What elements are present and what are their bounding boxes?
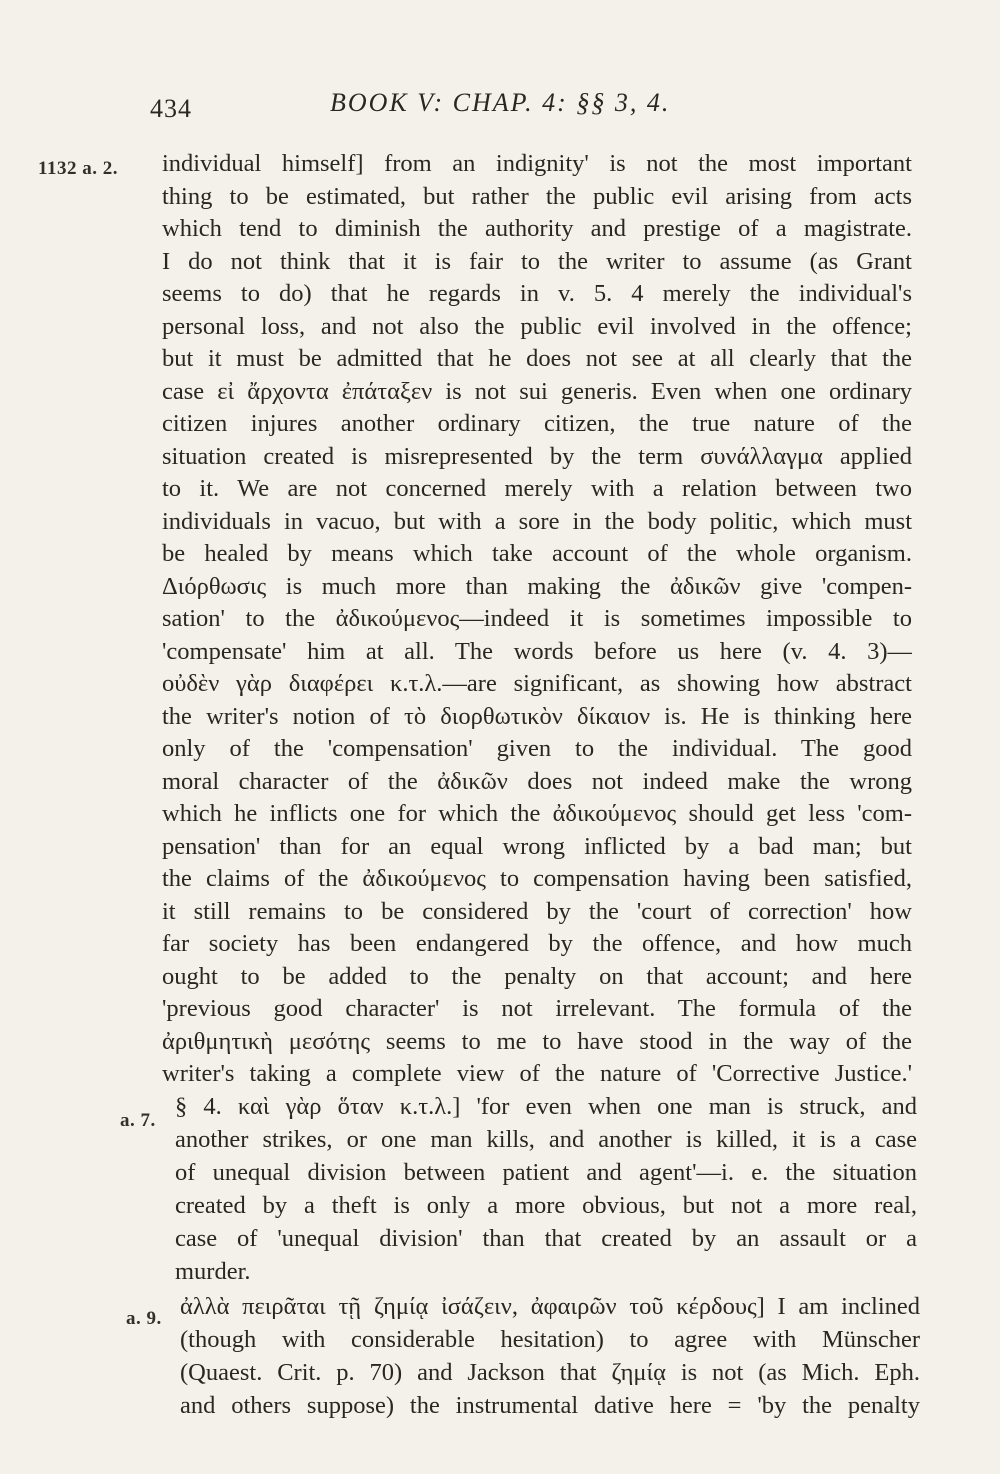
note-body-1132a2 (162, 148, 912, 1091)
text-line: which he inflicts one for which the ἀδικούμενος should get less 'com- (162, 800, 912, 827)
text-line: thing to be estimated, but rather the public evil arising from acts (162, 182, 912, 210)
text-line: § 4. καὶ γὰρ ὅταν κ.τ.λ.] 'for even when one man is struck, and (175, 1093, 917, 1120)
note-body-a9 (180, 1290, 920, 1422)
text-line: I do not think that it is fair to the writer to assume (as Grant (162, 247, 912, 275)
note-body-a7 (175, 1090, 917, 1288)
text-line: murder. (175, 1258, 251, 1285)
text-line: be healed by means which take account of the whole organism. (162, 540, 912, 567)
note-reference-a9: a. 9. (126, 1308, 162, 1329)
text-line: ἀλλὰ πειρᾶται τῇ ζημίᾳ ἰσάζειν, ἀφαιρῶν τοῦ κέρδους] I am inclined (180, 1293, 920, 1320)
text-line: (Quaest. Crit. p. 70) and Jackson that ζημίᾳ is not (as Mich. Eph. (180, 1359, 920, 1386)
text-line: far society has been endangered by the offence, and how much (162, 930, 912, 957)
text-line: 'compensate' him at all. The words before us here (v. 4. 3)— (162, 637, 912, 665)
text-line: individual himself] from an indignity' is not the most important (162, 150, 912, 177)
text-line: pensation' than for an equal wrong inflicted by a bad man; but (162, 832, 912, 860)
text-line: situation created is misrepresented by the term συνάλλαγμα applied (162, 442, 912, 470)
text-line: case of 'unequal division' than that created by an assault or a (175, 1225, 917, 1252)
text-line: ought to be added to the penalty on that account; and here (162, 962, 912, 990)
text-line: to it. We are not concerned merely with a relation between two (162, 475, 912, 502)
text-line: moral character of the ἀδικῶν does not indeed make the wrong (162, 767, 912, 795)
page-header (150, 88, 930, 132)
text-line: seems to do) that he regards in v. 5. 4 merely the individual's (162, 280, 912, 307)
text-line: sation' to the ἀδικούμενος—indeed it is sometimes impossible to (162, 605, 912, 632)
page-number: 434 (150, 94, 192, 123)
text-line: it still remains to be considered by the 'court of correction' how (162, 897, 912, 925)
text-line: individuals in vacuo, but with a sore in the body politic, which must (162, 507, 912, 535)
text-line: οὐδὲν γὰρ διαφέρει κ.τ.λ.—are significant, as showing how abstract (162, 670, 912, 697)
text-line: another strikes, or one man kills, and another is killed, it is a case (175, 1126, 917, 1153)
text-line: (though with considerable hesitation) to agree with Münscher (180, 1326, 920, 1353)
text-line: case εἰ ἄρχοντα ἐπάταξεν is not sui generis. Even when one ordinary (162, 377, 912, 405)
text-line: but it must be admitted that he does not see at all clearly that the (162, 345, 912, 372)
note-reference-a7: a. 7. (120, 1110, 156, 1131)
text-line: 'previous good character' is not irrelevant. The formula of the (162, 995, 912, 1022)
text-line: personal loss, and not also the public evil involved in the offence; (162, 312, 912, 340)
text-line: Διόρθωσις is much more than making the ἀδικῶν give 'compen- (162, 572, 912, 600)
running-head: BOOK V: CHAP. 4: §§ 3, 4. (330, 88, 671, 117)
text-line: of unequal division between patient and agent'—i. e. the situation (175, 1159, 917, 1186)
text-line: and others suppose) the instrumental dative here = 'by the penalty (180, 1392, 920, 1419)
text-line: the writer's notion of τὸ διορθωτικὸν δίκαιον is. He is thinking here (162, 702, 912, 730)
text-line: writer's taking a complete view of the nature of 'Corrective Justice.' (162, 1060, 912, 1087)
text-line: the claims of the ἀδικούμενος to compensation having been satisfied, (162, 865, 912, 892)
text-line: citizen injures another ordinary citizen, the true nature of the (162, 410, 912, 437)
text-line: only of the 'compensation' given to the individual. The good (162, 735, 912, 762)
text-line: ἀριθμητικὴ μεσότης seems to me to have stood in the way of the (162, 1027, 912, 1055)
text-line: created by a theft is only a more obvious, but not a more real, (175, 1192, 917, 1219)
text-line: which tend to diminish the authority and prestige of a magistrate. (162, 215, 912, 242)
note-reference-1132a2: 1132 a. 2. (38, 158, 118, 179)
